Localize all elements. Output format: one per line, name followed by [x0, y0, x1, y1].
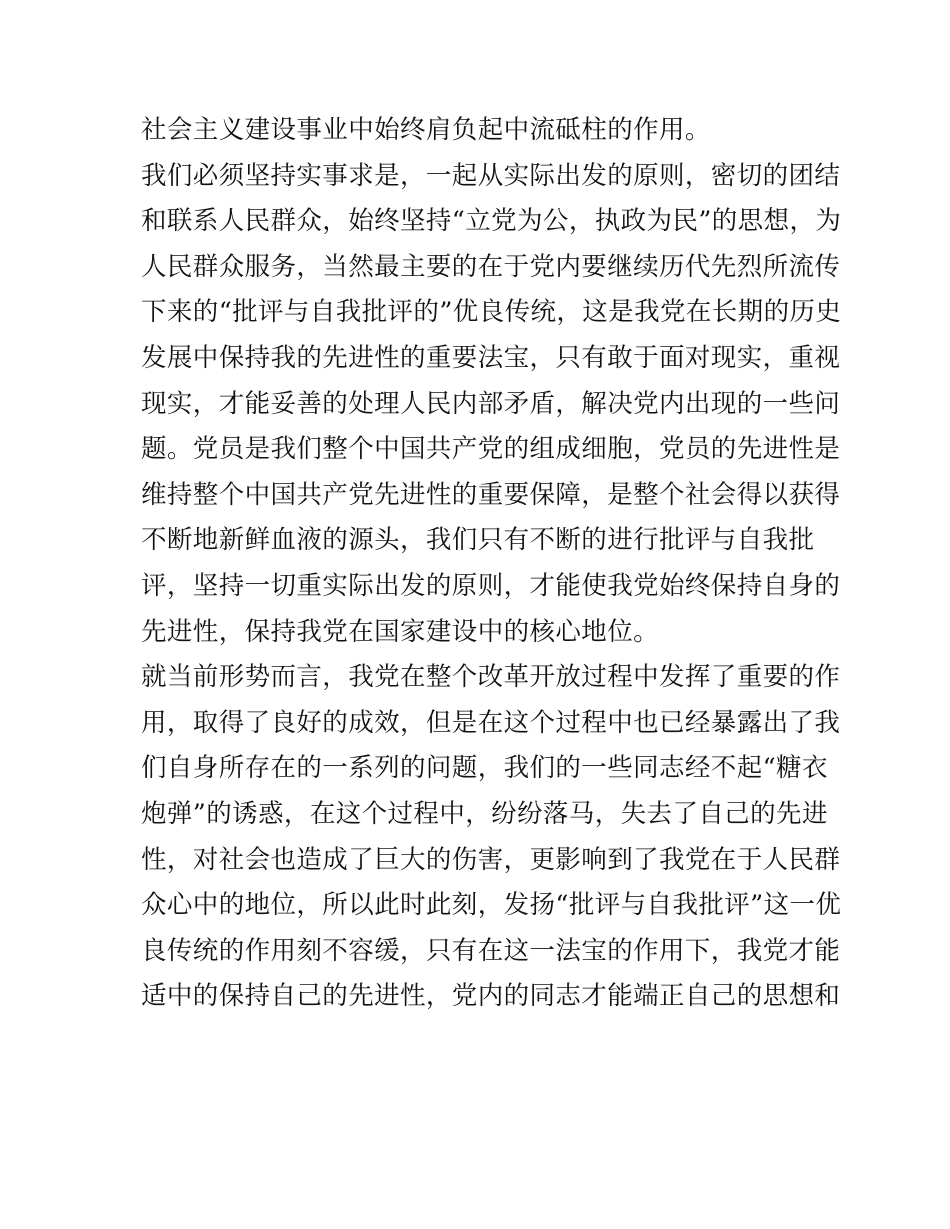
text-line: 不断地新鲜血液的源头，我们只有不断的进行批评与自我批	[141, 525, 815, 556]
text-line: 众心中的地位，所以此时此刻，发扬“批评与自我批评”这一优	[141, 890, 842, 921]
text-line: 人民群众服务，当然最主要的在于党内要继续历代先烈所流传	[141, 251, 841, 282]
text-line: 和联系人民群众，始终坚持“立党为公，执政为民”的思想，为	[141, 206, 842, 237]
text-line: 们自身所存在的一系列的问题，我们的一些同志经不起“糖衣	[141, 753, 828, 784]
text-line: 先进性，保持我党在国家建设中的核心地位。	[141, 616, 660, 647]
text-line: 评，坚持一切重实际出发的原则，才能使我党始终保持自身的	[141, 570, 841, 601]
text-line: 适中的保持自己的先进性，党内的同志才能端正自己的思想和	[141, 981, 841, 1012]
text-line: 我们必须坚持实事求是，一起从实际出发的原则，密切的团结	[141, 160, 841, 191]
text-line: 炮弹”的诱惑，在这个过程中，纷纷落马，失去了自己的先进	[141, 798, 828, 829]
document-body-text	[141, 108, 842, 1020]
text-line: 就当前形势而言，我党在整个改革开放过程中发挥了重要的作	[141, 662, 841, 693]
text-line: 用，取得了良好的成效，但是在这个过程中也已经暴露出了我	[141, 707, 841, 738]
text-line: 现实，才能妥善的处理人民内部矛盾，解决党内出现的一些问	[141, 388, 841, 419]
text-line: 题。党员是我们整个中国共产党的组成细胞，党员的先进性是	[141, 434, 841, 465]
text-line: 发展中保持我的先进性的重要法宝，只有敢于面对现实，重视	[141, 342, 841, 373]
text-line: 社会主义建设事业中始终肩负起中流砥柱的作用。	[141, 115, 711, 145]
text-line: 性，对社会也造成了巨大的伤害，更影响到了我党在于人民群	[141, 844, 841, 875]
text-line: 维持整个中国共产党先进性的重要保障，是整个社会得以获得	[141, 479, 841, 510]
text-line: 下来的“批评与自我批评的”优良传统，这是我党在长期的历史	[141, 297, 842, 328]
text-line: 良传统的作用刻不容缓，只有在这一法宝的作用下，我党才能	[141, 935, 841, 966]
